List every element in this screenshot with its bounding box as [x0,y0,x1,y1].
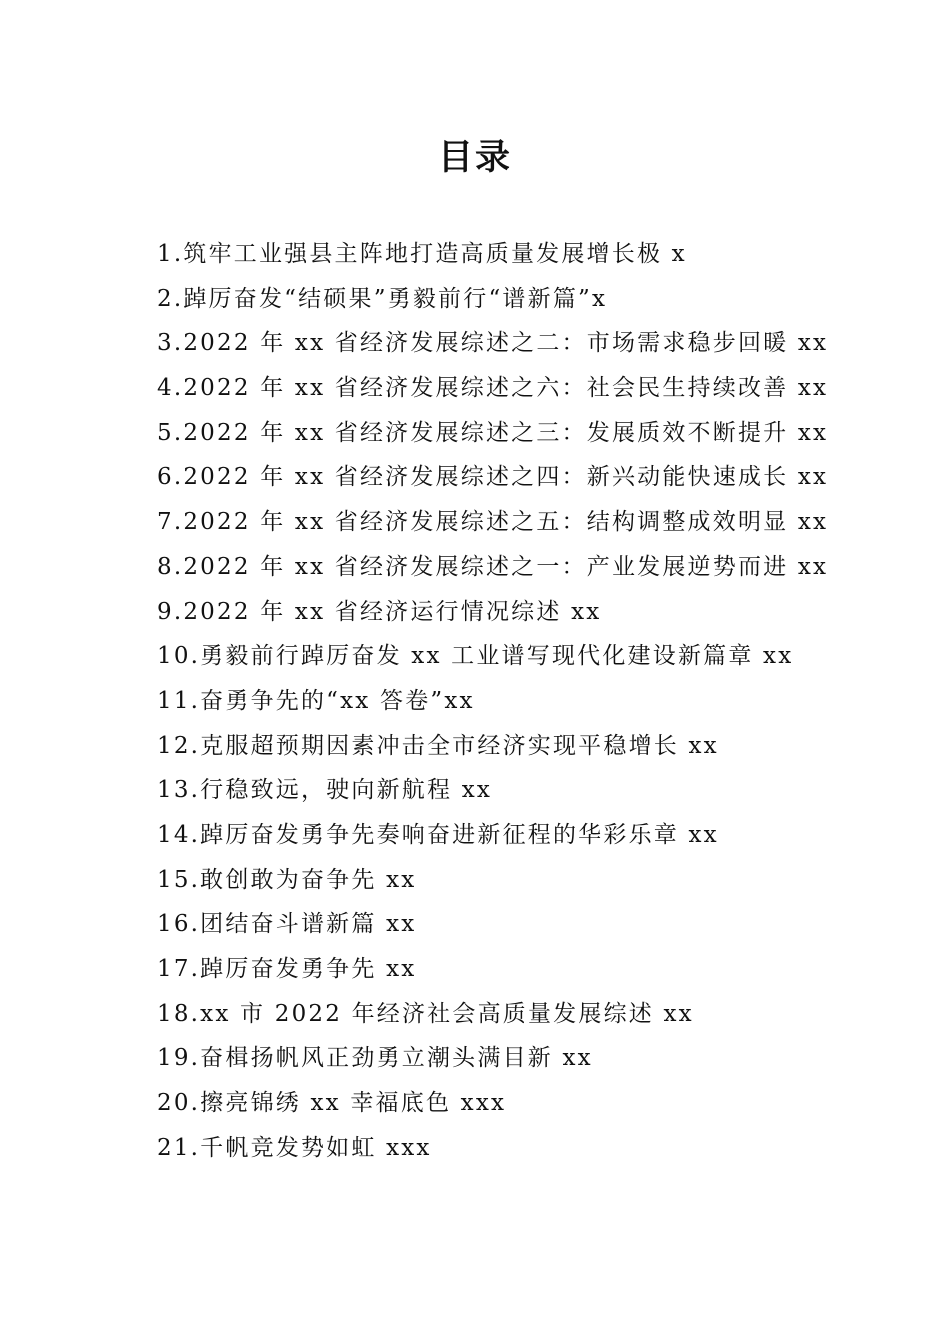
toc-item-4: 4.2022 年 xx 省经济发展综述之六：社会民生持续改善 xx [157,375,829,402]
toc-item-9: 9.2022 年 xx 省经济运行情况综述 xx [157,598,602,625]
toc-item-3: 3.2022 年 xx 省经济发展综述之二：市场需求稳步回暖 xx [157,330,829,357]
toc-item-13: 13.行稳致远，驶向新航程 xx [157,777,493,804]
toc-item-8: 8.2022 年 xx 省经济发展综述之一：产业发展逆势而进 xx [157,553,829,580]
toc-item-5: 5.2022 年 xx 省经济发展综述之三：发展质效不断提升 xx [157,419,829,446]
toc-item-1: 1.筑牢工业强县主阵地打造高质量发展增长极 x [157,241,687,267]
toc-item-21: 21.千帆竞发势如虹 xxx [157,1134,432,1161]
toc-item-18: 18.xx 市 2022 年经济社会高质量发展综述 xx [157,1000,694,1027]
page-title: 目录 [437,137,512,178]
toc-item-20: 20.擦亮锦绣 xx 幸福底色 xxx [157,1090,507,1117]
table-of-contents [157,232,857,1170]
toc-item-19: 19.奋楫扬帆风正劲勇立潮头满目新 xx [157,1045,593,1072]
toc-item-12: 12.克服超预期因素冲击全市经济实现平稳增长 xx [157,732,719,759]
toc-item-15: 15.敢创敢为奋争先 xx [157,866,417,893]
toc-item-6: 6.2022 年 xx 省经济发展综述之四：新兴动能快速成长 xx [157,464,829,491]
toc-item-10: 10.勇毅前行踔厉奋发 xx 工业谱写现代化建设新篇章 xx [157,643,794,670]
toc-item-14: 14.踔厉奋发勇争先奏响奋进新征程的华彩乐章 xx [157,821,719,848]
toc-item-16: 16.团结奋斗谱新篇 xx [157,911,417,938]
toc-item-7: 7.2022 年 xx 省经济发展综述之五：结构调整成效明显 xx [157,509,829,536]
toc-item-17: 17.踔厉奋发勇争先 xx [157,956,417,982]
toc-item-2: 2.踔厉奋发“结硕果”勇毅前行“谱新篇”x [157,285,608,312]
toc-item-11: 11.奋勇争先的“xx 答卷”xx [157,687,475,714]
